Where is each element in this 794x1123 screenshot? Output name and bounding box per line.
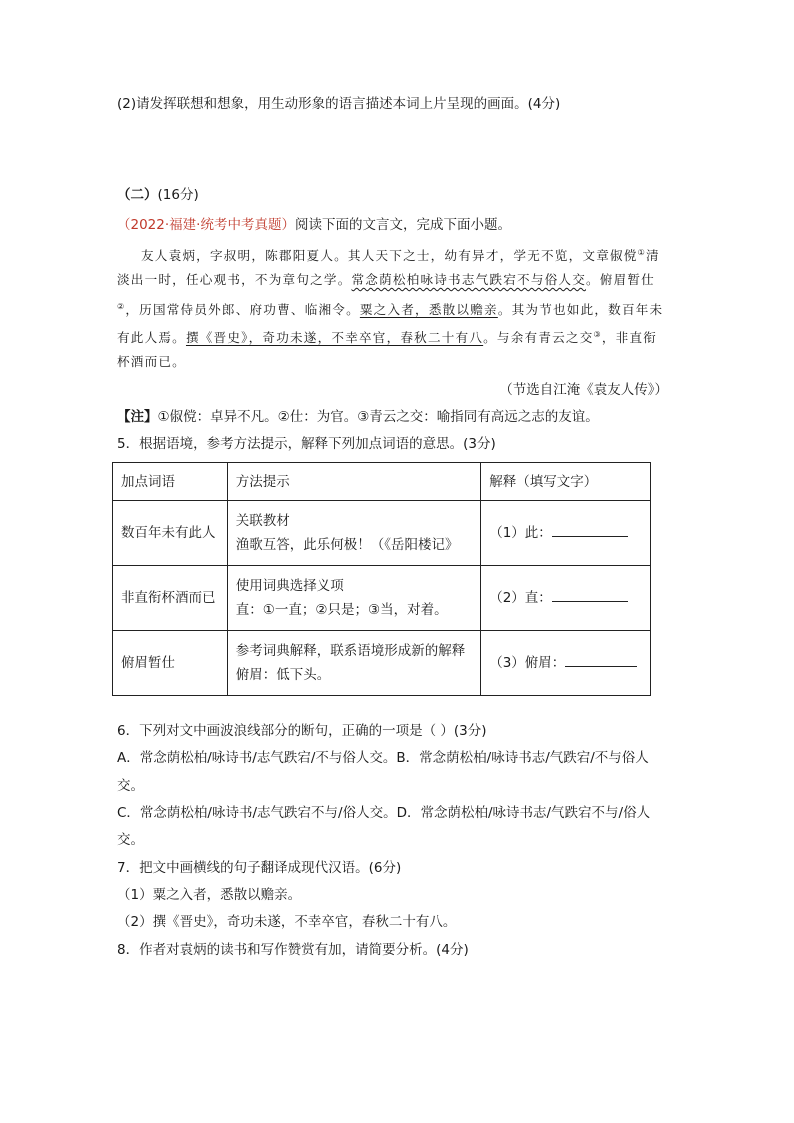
table-cell-answer xyxy=(481,501,651,566)
answer-blank[interactable] xyxy=(565,652,637,667)
question-5-prompt: 5．根据语境，参考方法提示，解释下列加点词语的意思。(3分) xyxy=(117,436,496,452)
passage-intro xyxy=(117,215,511,235)
hint-line: 渔歌互答，此乐何极！（《岳阳楼记》 xyxy=(235,537,459,553)
passage-text: ，历国常侍员外郎、府功曹、临湘令。 xyxy=(125,302,360,318)
table-row xyxy=(113,566,651,631)
table-cell-answer xyxy=(481,566,651,631)
table-cell-hint xyxy=(227,501,480,566)
passage-text: 。与余有青云之交 xyxy=(483,330,594,346)
option-line: C．常念荫松柏/咏诗书/志气跌宕不与/俗人交。D．常念荫松柏/咏诗书志/气跌宕不与/俗人 xyxy=(117,805,651,821)
passage-line-1 xyxy=(117,243,677,266)
note-label: 【注】 xyxy=(117,409,158,425)
passage-text: 。俯眉暂仕 xyxy=(586,272,655,287)
passage-text: 淡出一时，任心观书，不为章句之学。 xyxy=(117,272,352,287)
table-row xyxy=(113,631,651,696)
question-7-prompt: 7．把文中画横线的句子翻译成现代汉语。(6分) xyxy=(117,860,402,876)
table-cell-word: 非直衔杯酒而已 xyxy=(113,566,228,631)
footnote-marker: ③ xyxy=(593,330,602,339)
table-header: 方法提示 xyxy=(227,463,480,501)
underlined-text: 粟之入者，悉散以赡亲 xyxy=(359,302,498,318)
translation-sentence-1: （1）粟之入者，悉散以赡亲。 xyxy=(117,887,302,903)
table-row xyxy=(113,501,651,566)
hint-line: 使用词典选择义项 xyxy=(235,578,344,594)
question-6-prompt: 6．下列对文中画波浪线部分的断句，正确的一项是（ ）(3分) xyxy=(117,723,487,739)
question-2-prompt: (2)请发挥联想和想象，用生动形象的语言描述本词上片呈现的画面。(4分) xyxy=(117,96,561,112)
table-cell-answer xyxy=(481,631,651,696)
hint-line: 关联教材 xyxy=(235,513,290,529)
source-tag: （2022·福建·统考中考真题） xyxy=(117,217,295,233)
intro-text: 阅读下面的文言文，完成下面小题。 xyxy=(294,217,511,233)
passage-text: 友人袁炳，字叔明，陈郡阳夏人。其人天下之士，幼有异才，学无不览，文章俶傥 xyxy=(141,248,638,264)
footnote-marker: ① xyxy=(637,248,646,257)
passage-line-3 xyxy=(117,297,677,320)
table-cell-word: 数百年未有此人 xyxy=(113,501,228,566)
vocab-table xyxy=(112,462,651,696)
note-text: ①俶傥：卓异不凡。②仕：为官。③青云之交：喻指同有高远之志的友谊。 xyxy=(157,409,599,425)
footnote-marker: ② xyxy=(117,302,126,311)
annotation-note xyxy=(117,407,599,427)
hint-line: 参考词典解释，联系语境形成新的解释 xyxy=(235,643,466,659)
hint-line: 直：①一直；②只是；③当，对着。 xyxy=(235,602,448,618)
table-cell-hint xyxy=(227,566,480,631)
passage-text: ，非直衔 xyxy=(601,330,658,346)
table-header: 加点词语 xyxy=(113,463,228,501)
section-score: (16分) xyxy=(157,187,199,203)
answer-label: （1）此： xyxy=(489,525,552,541)
passage-line-2 xyxy=(117,270,677,290)
option-line: 交。 xyxy=(117,832,144,848)
option-line: A．常念荫松柏/咏诗书/志气跌宕/不与俗人交。B．常念荫松柏/咏诗书志/气跌宕/不与俗人 xyxy=(117,750,649,766)
passage-text: 。其为节也如此，数百年未 xyxy=(497,302,664,318)
section-heading xyxy=(117,185,199,205)
passage-text: 清 xyxy=(645,248,660,264)
passage-credit: （节选自江淹《袁友人传》） xyxy=(499,382,668,398)
wavy-underlined-text: 常念荫松柏咏诗书志气跌宕不与俗人交 xyxy=(351,272,586,287)
option-line: 交。 xyxy=(117,778,144,794)
table-header: 解释（填写文字） xyxy=(481,463,651,501)
hint-line: 俯眉：低下头。 xyxy=(235,667,331,683)
underlined-text: 撰《晋史》，奇功未遂，不幸卒官，春秋二十有八 xyxy=(185,330,484,346)
table-cell-hint xyxy=(227,631,480,696)
passage-line-5: 杯酒而已。 xyxy=(117,354,186,369)
table-header-row xyxy=(113,463,651,501)
section-title: （二） xyxy=(117,187,158,203)
table-cell-word: 俯眉暂仕 xyxy=(113,631,228,696)
passage-line-4 xyxy=(117,325,677,348)
answer-label: （2）直： xyxy=(489,590,552,606)
question-8-prompt: 8．作者对袁炳的读书和写作赞赏有加，请简要分析。(4分) xyxy=(117,942,469,958)
passage-text: 有此人焉。 xyxy=(117,330,186,346)
answer-label: （3）俯眉： xyxy=(489,655,566,671)
answer-blank[interactable] xyxy=(552,587,628,602)
translation-sentence-2: （2）撰《晋史》，奇功未遂，不幸卒官，春秋二十有八。 xyxy=(117,914,457,930)
answer-blank[interactable] xyxy=(552,522,628,537)
